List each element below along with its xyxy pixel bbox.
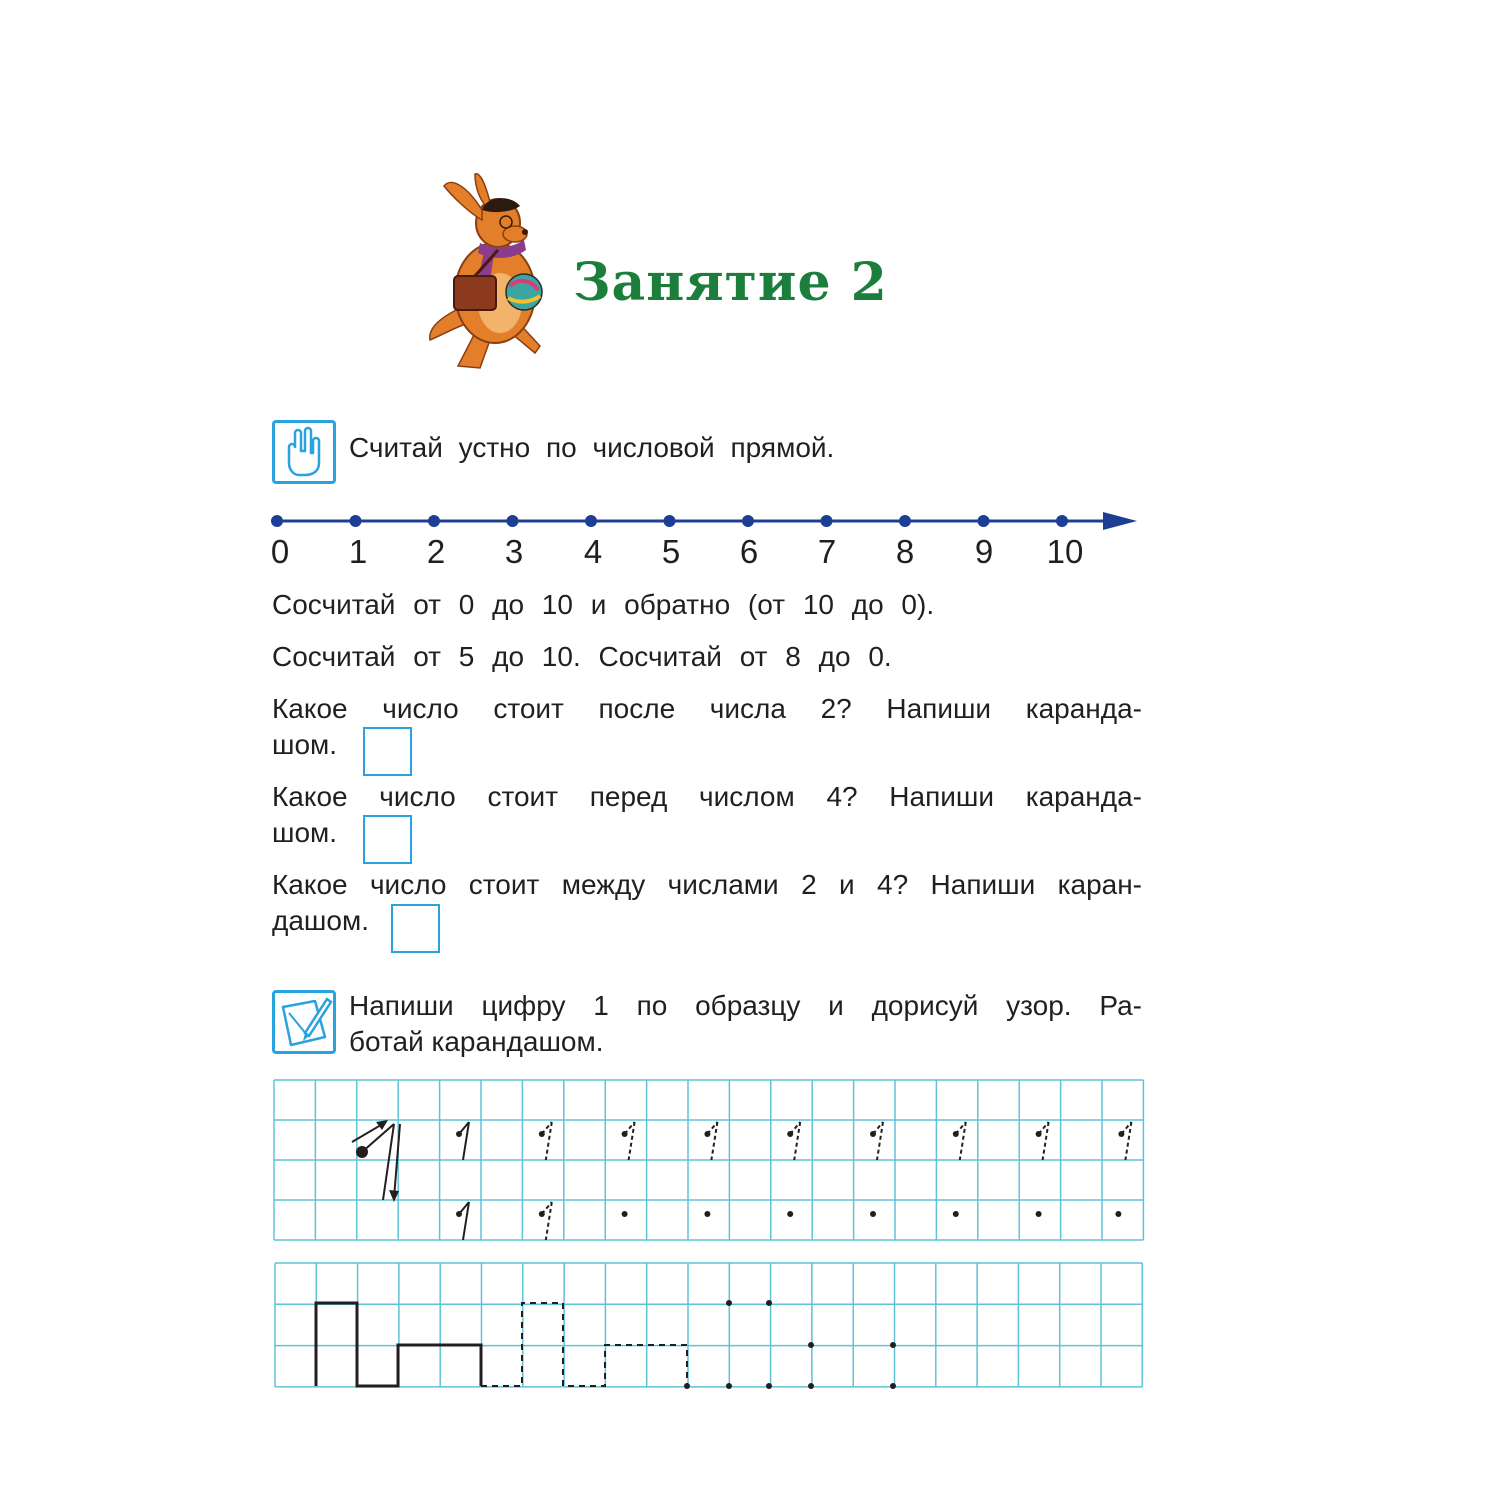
tick-label: 10 — [1046, 533, 1084, 570]
kangaroo-mascot-image — [420, 168, 555, 378]
pattern-grid — [272, 1260, 1148, 1390]
tick-label: 1 — [348, 533, 368, 570]
tick-label: 4 — [583, 533, 603, 570]
tick-label: 3 — [504, 533, 524, 570]
task2-instruction-line1: Напиши цифру 1 по образцу и дорисуй узор. Ра- — [349, 990, 1142, 1021]
answer-box-3[interactable] — [391, 904, 440, 953]
digit-practice-grid — [270, 1076, 1146, 1244]
tick-label: 9 — [974, 533, 994, 570]
hand-counting-icon — [272, 420, 336, 484]
tick-label: 0 — [270, 533, 290, 570]
answer-box-2[interactable] — [363, 815, 412, 864]
tick-label: 2 — [426, 533, 446, 570]
count-instruction-2: Сосчитай от 5 до 10. Сосчитай от 8 до 0. — [272, 641, 892, 672]
question-2-line1: Какое число стоит перед числом 4? Напиши каранда- — [272, 781, 1142, 812]
task1-instruction: Считай устно по числовой прямой. — [349, 432, 835, 463]
question-3-line2: дашом. — [272, 905, 369, 936]
number-line-labels — [268, 533, 1128, 573]
question-1-line2: шом. — [272, 729, 338, 760]
count-instruction-1: Сосчитай от 0 до 10 и обратно (от 10 до 0). — [272, 589, 935, 620]
question-3-line1: Какое число стоит между числами 2 и 4? Напиши каран- — [272, 869, 1142, 900]
task2-instruction-line2: ботай карандашом. — [349, 1026, 604, 1057]
answer-box-1[interactable] — [363, 727, 412, 776]
question-1-line1: Какое число стоит после числа 2? Напиши каранда- — [272, 693, 1142, 724]
tick-label: 6 — [739, 533, 759, 570]
pencil-writing-icon — [272, 990, 336, 1054]
tick-label: 5 — [661, 533, 681, 570]
tick-label: 7 — [817, 533, 837, 570]
question-2-line2: шом. — [272, 817, 338, 848]
lesson-title: Занятие 2 — [573, 252, 888, 313]
tick-label: 8 — [895, 533, 915, 570]
